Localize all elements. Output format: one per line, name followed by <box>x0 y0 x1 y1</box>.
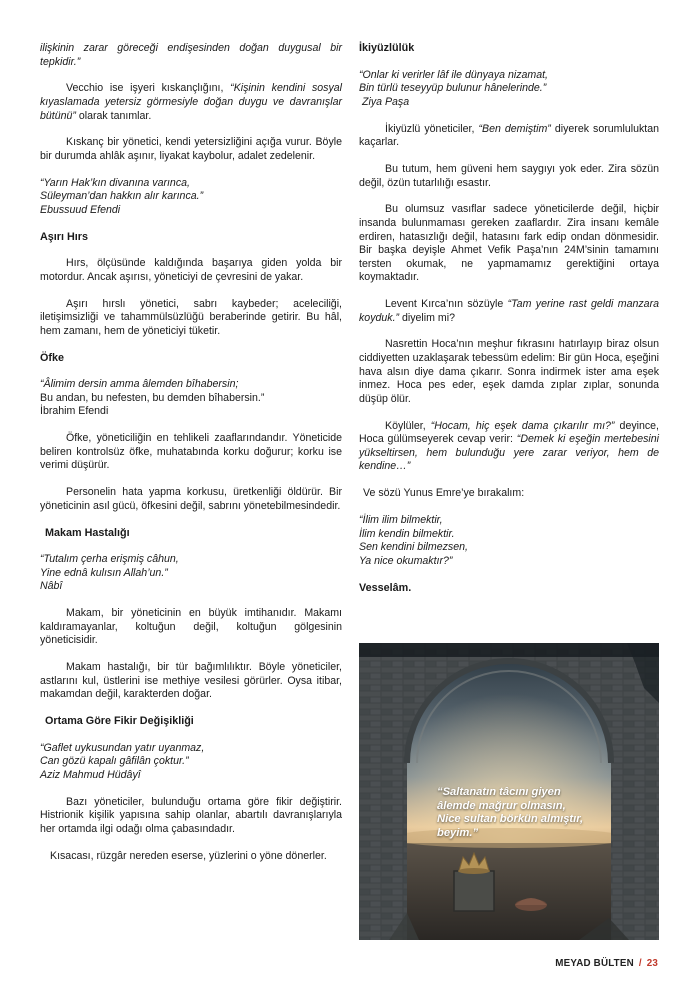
paragraph: Bazı yöneticiler, bulunduğu ortama göre fikir değiştirir. Histrionik kişilik yapısına sahip olanlar, abartılı davranışlarıyla her ortamda ilgi odağı olma çabasındadır. <box>40 795 342 835</box>
paragraph: Personelin hata yapma korkusu, üretkenliği öldürür. Bir yöneticinin asıl gücü, öfkesini değil, sabrını yönetebilmesindedir. <box>40 486 342 512</box>
footer-separator: / <box>638 958 642 969</box>
text: Vecchio ise işyeri kıskançlığını, <box>66 82 231 95</box>
paragraph <box>359 123 659 150</box>
verse-author: Ziya Paşa <box>362 95 410 108</box>
text: Köylüler, <box>385 419 431 432</box>
verse-line: Bin türlü teseyyüp bulunur hânelerinde.” <box>359 82 547 95</box>
verse-quote <box>40 177 342 218</box>
verse-line: İlim kendin bilmektir. <box>359 527 455 540</box>
text: İkiyüzlü yöneticiler, <box>385 122 479 135</box>
section-heading: Ortama Göre Fikir Değişikliği <box>45 715 194 728</box>
inline-quote: “Demek ki eşeğin mertebesini yükseltirsen, hem bulunduğu yere zarar veriyor, hem de kendine…” <box>359 433 659 473</box>
text: Levent Kırca’nın sözüyle <box>385 298 508 311</box>
section-heading: İkiyüzlülük <box>359 42 415 54</box>
verse-line: Ya nice okumaktır?” <box>359 554 453 567</box>
verse-quote <box>40 378 342 419</box>
verse-line: Süleyman’dan hakkın alır karınca.” <box>40 190 204 203</box>
publication-name: MEYAD BÜLTEN <box>555 958 634 969</box>
illustration-quote-line: beyim.” <box>437 826 479 839</box>
verse-line: Yine ednâ kulısın Allah’un.” <box>40 566 168 579</box>
verse-quote <box>40 553 342 594</box>
text: olarak tanımlar. <box>75 109 152 122</box>
verse-quote <box>40 742 342 783</box>
page-number: 23 <box>646 958 658 969</box>
section-heading: Öfke <box>40 351 65 364</box>
inline-quote: “Kişinin kendini sosyal kıyaslamada yetersiz görmesiyle doğan duygu ve davranışlar bütünü” <box>40 82 342 122</box>
section-heading: Makam Hastalığı <box>45 526 130 539</box>
verse-quote <box>359 69 659 110</box>
inline-quote: “Tam yerine rast geldi manzara koyduk.” <box>359 298 659 324</box>
paragraph <box>40 82 342 123</box>
left-column <box>40 42 342 876</box>
verse-line: “Onlar ki verirler lâf ile dünyaya nizamat, <box>359 68 548 81</box>
paragraph: ilişkinin zarar göreceği endişesinden doğan duygusal bir tepkidir.” <box>40 42 342 68</box>
paragraph: Aşırı hırslı yönetici, sabrı kaybeder; aceleciliği, iletişimsizliği ve tahammülsüzlüğü beraberinde getirir. Bu hâl, hem zamanı, hem de yöneticiyi tüketir. <box>40 297 342 337</box>
illustration-quote-line: âlemde mağrur olmasın, <box>437 799 566 812</box>
verse-author: Aziz Mahmud Hüdâyî <box>40 768 141 781</box>
verse-author: Ebussuud Efendi <box>40 203 121 216</box>
text: diyelim mi? <box>399 311 455 324</box>
paragraph: Bu olumsuz vasıflar sadece yöneticilerde değil, hiçbir insanda bulunmaması gereken zaaflardır. Zira insanı kemâle erdiren, hatasızlığı değil, hatasını fark edip ondan dönmesidir. Bir başka deyişle Ahmet Vefik Paşa’nın 24M’sinin tamamını tersten okumak, ne yapmamamız gerektiğini ortaya koymaktadır. <box>359 203 659 284</box>
right-column <box>359 42 659 608</box>
verse-line: “Tutalım çerha erişmiş câhun, <box>40 553 179 566</box>
closing-word: Vesselâm. <box>359 581 412 594</box>
paragraph <box>359 298 659 325</box>
paragraph: Hırs, ölçüsünde kaldığında başarıya giden yolda bir motordur. Ancak aşırısı, yöneticiyi de çevresini de yakar. <box>40 257 342 283</box>
paragraph: Makam hastalığı, bir tür bağımlılıktır. Böyle yöneticiler, astlarını kul, üstlerini ise methiye vesilesi görürler. Oysa itibar, makamdan değil, karakterden doğar. <box>40 661 342 701</box>
verse-author: İbrahim Efendi <box>40 405 109 418</box>
text: deyince, Hoca gülümseyerek cevap verir: <box>359 419 660 446</box>
verse-line: Can gözü kapalı gâfilân çoktur.” <box>40 755 189 768</box>
paragraph: Makam, bir yöneticinin en büyük imtihanıdır. Makamı kaldıramayanlar, koltuğun değil, koltuğun gölgesinin yöneticisidir. <box>40 607 342 647</box>
page-footer <box>555 958 658 969</box>
stone-arch-illustration <box>359 643 659 940</box>
paragraph: Öfke, yöneticiliğin en tehlikeli zaaflarındandır. Yöneticide beliren kontrolsüz öfke, muhatabında korku doğurur; korku ise verimi düşürür. <box>40 432 342 472</box>
paragraph: Nasrettin Hoca’nın meşhur fıkrasını hatırlayıp biraz olsun ciddiyetten uzaklaşarak tebessüm edelim: Bir gün Hoca, eşeğini hava alsın diye dama çıkarır. Sonra indirmek ister ama eşek inmez. Hoca pes eder, eşek damda zıplar zıplar, sonunda düşüp ölür. <box>359 338 659 405</box>
verse-line: “Âlimim dersin amma âlemden bîhabersin; <box>40 378 239 391</box>
text: diyerek sorumluluktan kaçarlar. <box>359 122 660 149</box>
verse-line: “Yarın Hak’kın divanına varınca, <box>40 176 190 189</box>
verse-line: “İlim ilim bilmektir, <box>359 513 443 526</box>
illustration-quote <box>437 786 647 840</box>
inline-quote: “Hocam, hiç eşek dama çıkarılır mı?” <box>430 419 615 432</box>
verse-line: Bu andan, bu nefesten, bu demden bîhabersin.” <box>40 391 265 404</box>
verse-quote <box>359 514 659 568</box>
verse-line: “Gaflet uykusundan yatır uyanmaz, <box>40 741 205 754</box>
paragraph: Kıskanç bir yönetici, kendi yetersizliğini açığa vurur. Böyle bir durumda ahlâk aşınır, liyakat kaybolur, adalet zedelenir. <box>40 136 342 162</box>
illustration-quote-line: Nice sultan börkün almıştır, <box>437 813 584 826</box>
inline-quote: “Ben demiştim” <box>478 122 551 135</box>
paragraph: Ve sözü Yunus Emre’ye bırakalım: <box>363 487 525 500</box>
illustration-quote-line: “Saltanatın tâcını giyen <box>437 786 561 798</box>
paragraph: Kısacası, rüzgâr nereden eserse, yüzlerini o yöne dönerler. <box>50 849 327 862</box>
verse-author: Nâbî <box>40 580 63 593</box>
paragraph: Bu tutum, hem güveni hem saygıyı yok eder. Zira sözün değil, özün tutarlılığı esastır. <box>359 162 659 189</box>
verse-line: Sen kendini bilmezsen, <box>359 541 468 554</box>
section-heading: Aşırı Hırs <box>40 230 89 243</box>
paragraph <box>359 420 659 474</box>
